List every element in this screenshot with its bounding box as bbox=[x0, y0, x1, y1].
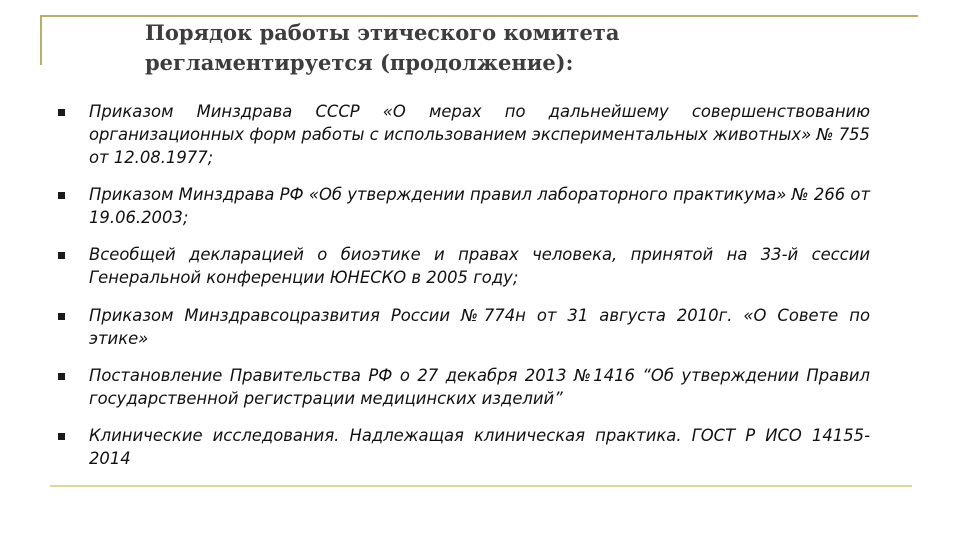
square-bullet-icon bbox=[58, 192, 65, 199]
square-bullet-icon bbox=[58, 373, 65, 380]
list-item-text: Клинические исследования. Надлежащая клиническая практика. ГОСТ Р ИСО 14155-2014 bbox=[89, 426, 870, 468]
square-bullet-icon bbox=[58, 433, 65, 440]
frame-left-line bbox=[40, 15, 42, 65]
square-bullet-icon bbox=[58, 252, 65, 259]
list-item-text: Приказом Минздрава СССР «О мерах по дальнейшему совершенствованию организационных форм работы с использованием экспериментальных животных» № 755 от 12.08.1977; bbox=[89, 102, 870, 167]
bullet-list bbox=[58, 100, 870, 470]
frame-bottom-line bbox=[50, 485, 912, 487]
list-item bbox=[58, 183, 870, 229]
list-item-text: Постановление Правительства РФ о 27 декабря 2013 №1416 “Об утверждении Правил государственной регистрации медицинских изделий” bbox=[89, 366, 870, 408]
list-item bbox=[58, 424, 870, 470]
list-item bbox=[58, 100, 870, 169]
square-bullet-icon bbox=[58, 313, 65, 320]
list-item-text: Всеобщей декларацией о биоэтике и правах человека, принятой на 33-й сессии Генеральной конференции ЮНЕСКО в 2005 году; bbox=[89, 245, 870, 287]
list-item bbox=[58, 304, 870, 350]
slide-title-line-1: Порядок работы этического комитета bbox=[145, 20, 620, 45]
frame-top-line bbox=[40, 15, 918, 17]
list-item bbox=[58, 364, 870, 410]
list-item bbox=[58, 243, 870, 289]
list-item-text: Приказом Минздравсоцразвития России №774н от 31 августа 2010г. «О Совете по этике» bbox=[89, 306, 870, 348]
slide-title-line-2: регламентируется (продолжение): bbox=[145, 50, 574, 75]
list-item-text: Приказом Минздрава РФ «Об утверждении правил лабораторного практикума» № 266 от 19.06.2003; bbox=[89, 185, 870, 227]
square-bullet-icon bbox=[58, 109, 65, 116]
slide-title bbox=[145, 18, 845, 78]
